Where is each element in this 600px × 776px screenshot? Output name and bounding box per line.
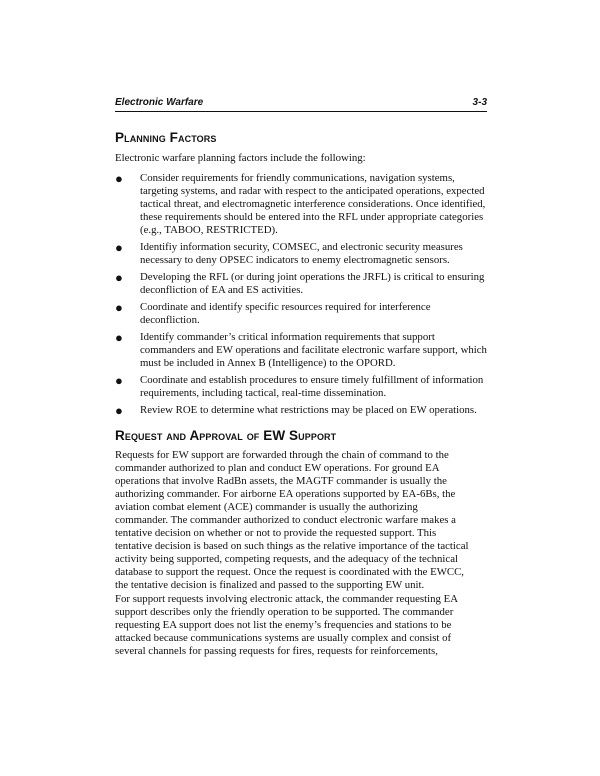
request-approval-heading-text: Request and Approval of EW Support [115,428,337,443]
paragraph-line: requesting EA support does not list the enemy’s frequencies and stations to be [115,619,452,631]
request-approval-heading [115,428,336,443]
list-item [115,172,491,237]
paragraph-line: tentative decision is based on such things as the relative importance of the tactical [115,540,469,552]
paragraph-line: Requests for EW support are forwarded through the chain of command to the [115,449,449,461]
paragraph-line: activity being supported, competing requests, and the adequacy of the technical [115,553,458,565]
header-page-number: 3-3 [472,97,487,108]
paragraph-line: For support requests involving electronic attack, the commander requesting EA [115,593,459,605]
bullet-icon: ● [115,373,123,388]
list-item-text: Coordinate and identify specific resources required for interference deconfliction. [140,301,431,326]
bullet-icon: ● [115,270,123,285]
list-item-text: Developing the RFL (or during joint operations the JRFL) is critical to ensuring deconfliction of EA and ES activities. [140,271,485,296]
planning-factors-heading-text: Planning Factors [115,130,217,145]
paragraph-line: commander authorized to plan and conduct EW operations. For ground EA [115,462,440,474]
planning-factors-list [115,172,491,421]
paragraph-line: tentative decision on whether or not to provide the requested support. This [115,527,437,539]
paragraph-line: support describes only the friendly operation to be supported. The commander [115,606,454,618]
list-item-text: Review ROE to determine what restrictions may be placed on EW operations. [140,404,477,416]
paragraph-line: authorizing commander. For airborne EA operations supported by EA-6Bs, the [115,488,456,500]
request-paragraph-2 [115,593,487,658]
request-paragraph-1 [115,449,487,592]
bullet-icon: ● [115,300,123,315]
paragraph-line: attacked because communications systems are usually complex and consist of [115,632,452,644]
paragraph-line: the tentative decision is finalized and passed to the supporting EW unit. [115,579,425,591]
bullet-icon: ● [115,171,123,186]
list-item [115,374,491,400]
list-item [115,331,491,370]
list-item-text: Identifiy information security, COMSEC, and electronic security measures necessary to deny OPSEC indicators to enemy electromagnetic sensors. [140,241,463,266]
list-item-text: Coordinate and establish procedures to ensure timely fulfillment of information requirements, including tactical, real-time dissemination. [140,374,484,399]
planning-intro: Electronic warfare planning factors include the following: [115,152,366,164]
paragraph-line: commander. The commander authorized to conduct electronic warfare makes a [115,514,456,526]
paragraph-line: database to support the request. Once the request is coordinated with the EWCC, [115,566,465,578]
list-item [115,301,491,327]
paragraph-line: aviation combat element (ACE) commander is usually the authorizing [115,501,418,513]
paragraph-line: several channels for passing requests for fires, requests for reinforcements, [115,645,438,657]
list-item-text: Consider requirements for friendly communications, navigation systems, targeting systems, and radar with respect to the anticipated operations, expected tactical threat, and electromagnetic interference considerations. Once identified, these requirements should be entered into the RFL under appropriate categories (e.g., TABOO, RESTRICTED). [140,172,486,236]
list-item-text: Identify commander’s critical information requirements that support commanders and EW operations and facilitate electronic warfare support, which must be included in Annex B (Intelligence) to the OPORD. [140,331,487,369]
bullet-icon: ● [115,330,123,345]
paragraph-line: operations that involve RadBn assets, the MAGTF commander is usually the [115,475,447,487]
running-header [115,95,487,112]
bullet-icon: ● [115,403,123,418]
header-section-title: Electronic Warfare [115,97,204,108]
planning-factors-heading [115,130,216,145]
list-item [115,404,491,417]
list-item [115,271,491,297]
bullet-icon: ● [115,240,123,255]
list-item [115,241,491,267]
